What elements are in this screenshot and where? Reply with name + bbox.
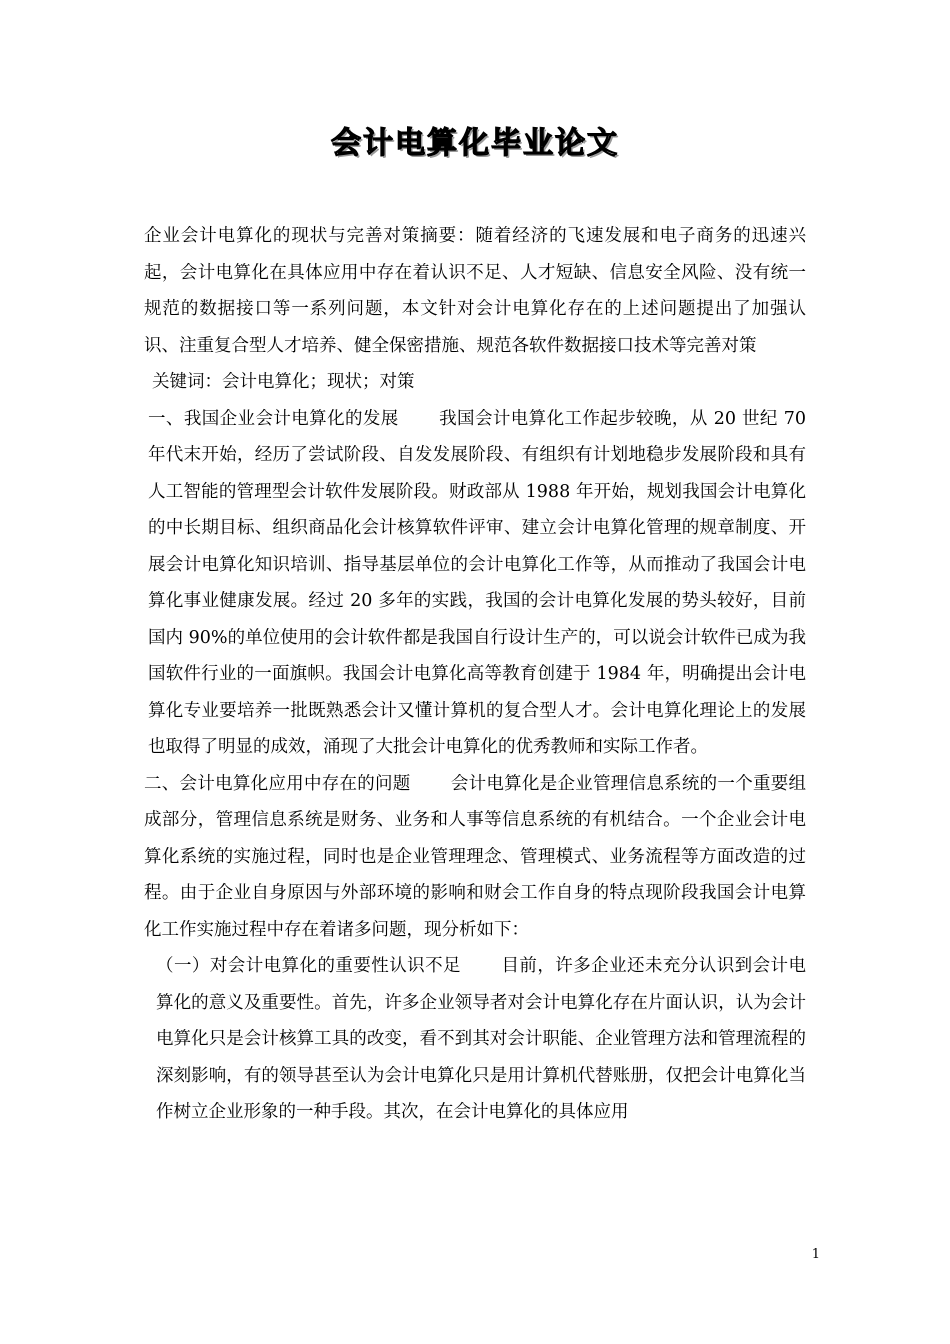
document-title: 会计电算化毕业论文	[331, 126, 619, 161]
abstract-paragraph: 企业会计电算化的现状与完善对策摘要：随着经济的飞速发展和电子商务的迅速兴起，会计电算化在具体应用中存在着认识不足、人才短缺、信息安全风险、没有统一规范的数据接口等一系列问题，本文针对会计电算化存在的上述问题提出了加强认识、注重复合型人才培养、健全保密措施、规范各软件数据接口技术等完善对策	[144, 226, 806, 356]
section-1-heading: 一、我国企业会计电算化的发展	[148, 408, 399, 429]
keywords-paragraph: 关键词：会计电算化；现状；对策	[152, 372, 415, 392]
section-1-body: 我国会计电算化工作起步较晚，从 20 世纪 70 年代末开始，经历了尝试阶段、自发发展阶段、有组织有计划地稳步发展阶段和具有人工智能的管理型会计软件发展阶段。财政部从 1988 年开始，规划我国会计电算化的中长期目标、组织商品化会计核算软件评审、建立会计电算化管理的规章制度、开展会计电算化知识培训、指导基层单位的会计电算化工作等，从而推动了我国会计电算化事业健康发展。经过 20 多年的实践，我国的会计电算化发展的势头较好，目前国内 90%的单位使用的会计软件都是我国自行设计生产的，可以说会计软件已成为我国软件行业的一面旗帜。我国会计电算化高等教育创建于 1984 年，明确提出会计电算化专业要培养一批既熟悉会计又懂计算机的复合型人才。会计电算化理论上的发展也取得了明显的成效，涌现了大批会计电算化的优秀教师和实际工作者。	[148, 408, 807, 757]
subsection-1-heading: （一）对会计电算化的重要性认识不足	[156, 956, 461, 976]
section-2-body: 会计电算化是企业管理信息系统的一个重要组成部分，管理信息系统是财务、业务和人事等信息系统的有机结合。一个企业会计电算化系统的实施过程，同时也是企业管理理念、管理模式、业务流程等方面改造的过程。由于企业自身原因与外部环境的影响和财会工作自身的特点现阶段我国会计电算化工作实施过程中存在着诸多问题，现分析如下：	[144, 773, 807, 940]
section-2-paragraph	[144, 766, 806, 949]
section-1-paragraph	[144, 401, 806, 766]
section-2-heading: 二、会计电算化应用中存在的问题	[144, 773, 411, 794]
subsection-1-paragraph	[144, 948, 806, 1131]
page-number: 1	[811, 1247, 820, 1262]
subsection-1-body: 目前，许多企业还未充分认识到会计电算化的意义及重要性。首先，许多企业领导者对会计电算化存在片面认识，认为会计电算化只是会计核算工具的改变，看不到其对会计职能、企业管理方法和管理流程的深刻影响，有的领导甚至认为会计电算化只是用计算机代替账册，仅把会计电算化当作树立企业形象的一种手段。其次，在会计电算化的具体应用	[156, 956, 806, 1122]
document-body	[144, 218, 806, 1131]
